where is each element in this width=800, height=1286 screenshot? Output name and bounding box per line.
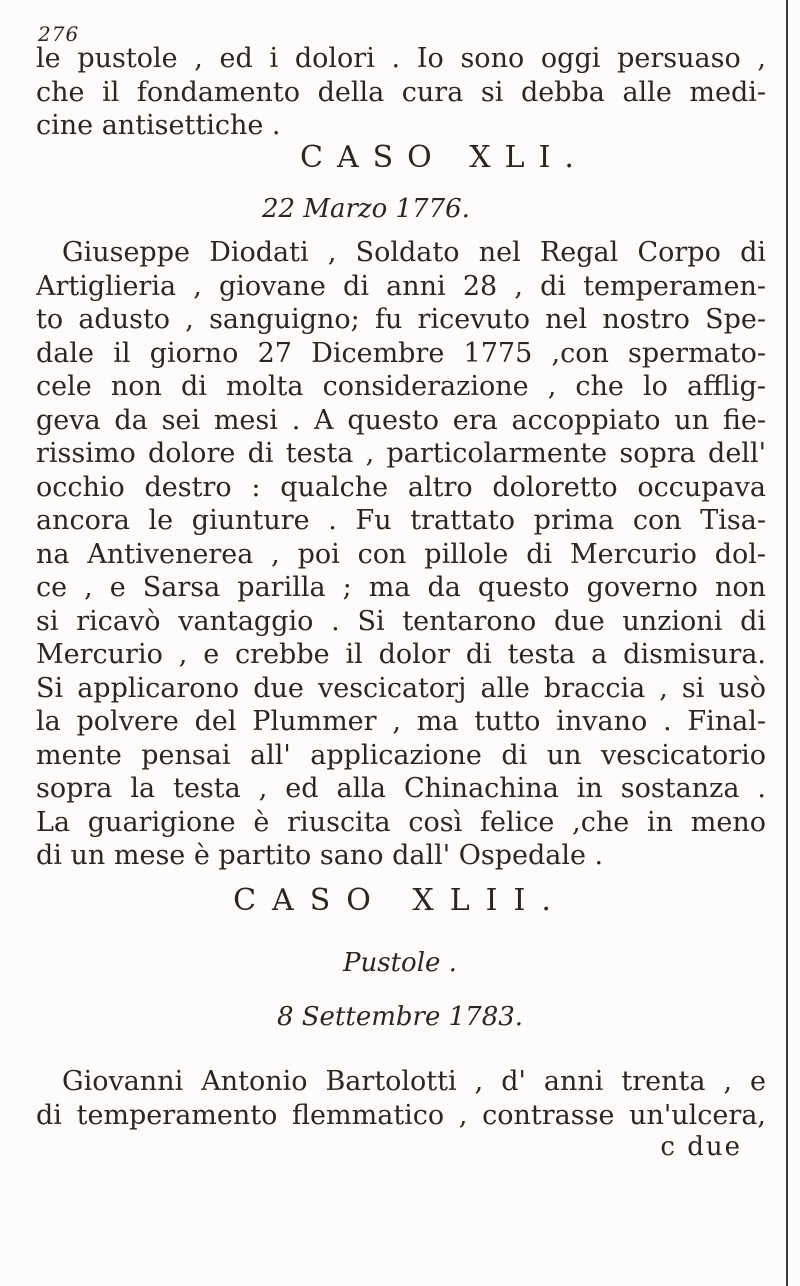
text-line: Si applicarono due vescicatorj alle braccia , si usò — [36, 672, 766, 704]
text-line: to adusto , sanguigno; fu ricevuto nel nostro Spe- — [36, 304, 766, 335]
text-line: di un mese è partito sano dall' Ospedale . — [36, 840, 604, 871]
text-line: Giovanni Antonio Bartolotti , d' anni trenta , e — [62, 1066, 766, 1097]
text-line: ce , e Sarsa parilla ; ma da questo governo non — [36, 572, 766, 603]
case-41-date: 22 Marzo 1776. — [262, 194, 470, 224]
text-line: Artiglieria , giovane di anni 28 , di temperamen- — [36, 270, 766, 302]
intro-paragraph — [36, 42, 766, 143]
case-41-heading: CASO XLI. — [300, 140, 588, 175]
page-number: 276 — [38, 22, 80, 46]
text-line: ancora le giunture . Fu trattato prima con Tisa- — [36, 505, 766, 536]
text-line: rissimo dolore di testa , particolarmente sopra dell' — [36, 438, 766, 469]
catchword: c due — [660, 1132, 742, 1162]
text-line: Mercurio , e crebbe il dolor di testa a dismisura. — [36, 639, 766, 670]
page-edge-shadow — [786, 0, 788, 1286]
text-line: di temperamento flemmatico , contrasse un'ulcera, — [36, 1099, 766, 1131]
case-42-heading: CASO XLII. — [233, 883, 567, 918]
text-line: cine antisettiche . — [36, 110, 281, 141]
text-line: geva da sei mesi . A questo era accoppiato un fie- — [36, 404, 766, 436]
text-line: sopra la testa , ed alla Chinachina in sostanza . — [36, 773, 766, 804]
text-line: La guarigione è riuscita così felice ,che in meno — [36, 806, 766, 838]
case-42-date: 8 Settembre 1783. — [276, 1002, 524, 1032]
text-line: la polvere del Plummer , ma tutto invano . Final- — [36, 706, 766, 737]
text-line: mente pensai all' applicazione di un vescicatorio — [36, 739, 766, 771]
text-line: Giuseppe Diodati , Soldato nel Regal Corpo di — [62, 237, 766, 268]
text-line: che il fondamento della cura si debba alle medi- — [36, 76, 766, 108]
case-41-body — [36, 236, 766, 873]
text-line: dale il giorno 27 Dicembre 1775 ,con spermato- — [36, 337, 766, 369]
text-line: na Antivenerea , poi con pillole di Mercurio dol- — [36, 538, 766, 570]
text-line: cele non di molta considerazione , che lo afflig- — [36, 371, 766, 402]
case-42-subtitle: Pustole . — [343, 948, 457, 978]
text-line: le pustole , ed i dolori . Io sono oggi persuaso , — [36, 43, 766, 74]
text-line: occhio destro : qualche altro doloretto occupava — [36, 471, 766, 503]
case-42-body — [36, 1065, 766, 1132]
text-line: si ricavò vantaggio . Si tentarono due unzioni di — [36, 605, 766, 637]
